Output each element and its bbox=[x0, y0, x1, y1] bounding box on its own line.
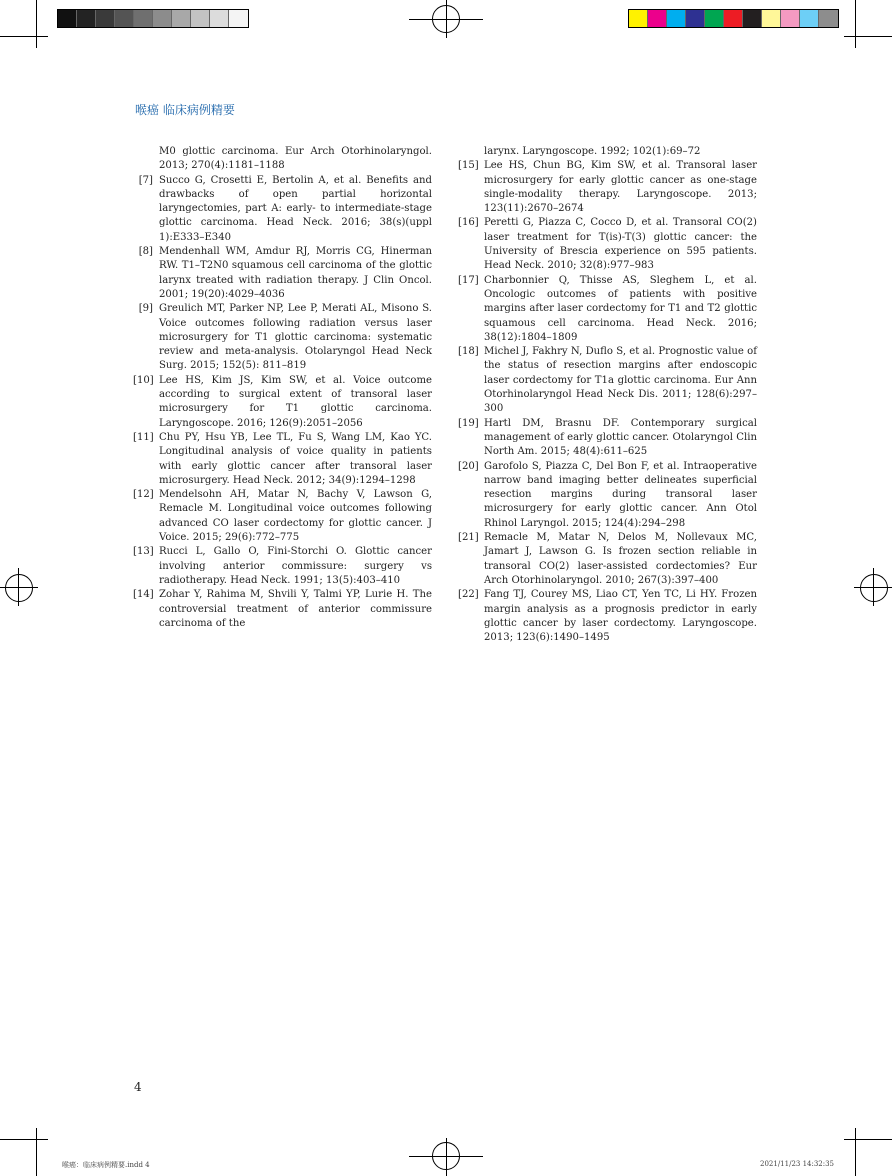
registration-circle bbox=[860, 574, 888, 602]
color-swatch bbox=[210, 10, 229, 27]
reference-text: Succo G, Crosetti E, Bertolin A, et al. Benefits and drawbacks of open partial horizontal laryngectomies, part A: early- to intermediate-stage glottic carcinoma. Head Neck. 2016; 38(s)(uppl 1):E333–E340 bbox=[159, 174, 432, 243]
reference-number: [15] bbox=[458, 160, 479, 172]
reference-number: [9] bbox=[138, 303, 153, 315]
reference-item bbox=[133, 302, 432, 373]
registration-circle bbox=[5, 574, 33, 602]
reference-text: Fang TJ, Courey MS, Liao CT, Yen TC, Li HY. Frozen margin analysis as a prognosis predictor in early glottic cancer by laser cordectomy. Laryngoscope. 2013; 123(6):1490–1495 bbox=[484, 589, 757, 644]
reference-text: Chu PY, Hsu YB, Lee TL, Fu S, Wang LM, Kao YC. Longitudinal analysis of voice quality in patients with early glottic cancer after transoral laser microsurgery. Head Neck. 2012; 34(9):1294–1298 bbox=[159, 431, 432, 486]
color-swatch bbox=[800, 10, 819, 27]
reference-number: [20] bbox=[458, 460, 479, 472]
color-swatch bbox=[191, 10, 210, 27]
process-color-bar bbox=[628, 9, 839, 28]
reference-item bbox=[133, 374, 432, 431]
reference-number: [21] bbox=[458, 532, 479, 544]
reference-item bbox=[458, 274, 757, 345]
reference-number: [14] bbox=[133, 589, 154, 601]
reference-item bbox=[458, 460, 757, 531]
reference-number: [10] bbox=[133, 374, 154, 386]
crop-mark bbox=[36, 1128, 37, 1176]
grayscale-color-bar bbox=[57, 9, 249, 28]
page-number: 4 bbox=[134, 1080, 142, 1094]
reference-text: Lee HS, Kim JS, Kim SW, et al. Voice outcome according to surgical extent of transoral laser microsurgery for T1 glottic carcinoma. Laryngoscope. 2016; 126(9):2051–2056 bbox=[159, 374, 432, 429]
crop-mark bbox=[855, 0, 856, 48]
reference-number: [11] bbox=[133, 431, 154, 443]
color-swatch bbox=[153, 10, 172, 27]
reference-item bbox=[458, 145, 757, 159]
reference-text: Mendenhall WM, Amdur RJ, Morris CG, Hinerman RW. T1–T2N0 squamous cell carcinoma of the glottic larynx treated with radiation therapy. J Clin Oncol. 2001; 19(20):4029–4036 bbox=[159, 246, 432, 300]
color-swatch bbox=[58, 10, 77, 27]
references-left-column bbox=[133, 145, 432, 631]
reference-text: Charbonnier Q, Thisse AS, Sleghem L, et al. Oncologic outcomes of patients with positive margins after laser cordectomy for T1 and T2 glottic squamous cell carcinoma. Head Neck. 2016; 38(12):1804–1809 bbox=[484, 274, 757, 343]
crop-mark bbox=[36, 0, 37, 48]
references-right-column bbox=[458, 145, 757, 645]
reference-text: Garofolo S, Piazza C, Del Bon F, et al. Intraoperative narrow band imaging better delineates superficial resection margins during transoral laser microsurgery for early glottic cancer. Ann Otol Rhinol Laryngol. 2015; 124(4):294–298 bbox=[484, 460, 757, 529]
reference-item bbox=[133, 545, 432, 588]
reference-item bbox=[133, 488, 432, 545]
reference-number: [19] bbox=[458, 417, 479, 429]
reference-number: [22] bbox=[458, 589, 479, 601]
color-swatch bbox=[781, 10, 800, 27]
reference-item bbox=[458, 159, 757, 216]
color-swatch bbox=[743, 10, 762, 27]
color-swatch bbox=[629, 10, 648, 27]
reference-item bbox=[133, 588, 432, 631]
reference-item bbox=[133, 174, 432, 245]
reference-text: larynx. Laryngoscope. 1992; 102(1):69–72 bbox=[484, 146, 701, 157]
crop-mark bbox=[0, 1139, 48, 1140]
reference-item bbox=[458, 345, 757, 416]
color-swatch bbox=[724, 10, 743, 27]
reference-number bbox=[458, 145, 484, 159]
running-header: 喉癌 临床病例精要 bbox=[135, 103, 235, 117]
color-swatch bbox=[762, 10, 781, 27]
color-swatch bbox=[115, 10, 134, 27]
registration-circle bbox=[432, 1142, 460, 1170]
color-swatch bbox=[648, 10, 667, 27]
reference-text: Mendelsohn AH, Matar N, Bachy V, Lawson G, Remacle M. Longitudinal voice outcomes following advanced CO laser cordectomy for glottic cancer. J Voice. 2015; 29(6):772–775 bbox=[159, 489, 432, 544]
reference-number: [18] bbox=[458, 346, 479, 358]
reference-item bbox=[458, 588, 757, 645]
reference-item bbox=[133, 145, 432, 174]
reference-number: [8] bbox=[138, 246, 153, 258]
color-swatch bbox=[686, 10, 705, 27]
color-swatch bbox=[819, 10, 838, 27]
reference-number: [13] bbox=[133, 546, 154, 558]
reference-text: Hartl DM, Brasnu DF. Contemporary surgical management of early glottic cancer. Otolaryngol Clin North Am. 2015; 48(4):611–625 bbox=[484, 417, 757, 458]
crop-mark bbox=[844, 36, 892, 37]
reference-number: [16] bbox=[458, 217, 479, 229]
reference-text: Michel J, Fakhry N, Duflo S, et al. Prognostic value of the status of resection margins after endoscopic laser cordectomy for T1a glottic carcinoma. Eur Ann Otorhinolaryngol Head Neck Dis. 2011; 128(6):297–300 bbox=[484, 346, 757, 415]
color-swatch bbox=[172, 10, 191, 27]
crop-mark bbox=[0, 36, 48, 37]
reference-text: M0 glottic carcinoma. Eur Arch Otorhinolaryngol. 2013; 270(4):1181–1188 bbox=[159, 146, 432, 172]
color-swatch bbox=[77, 10, 96, 27]
crop-mark bbox=[844, 1139, 892, 1140]
reference-text: Lee HS, Chun BG, Kim SW, et al. Transoral laser microsurgery for early glottic cancer as one-stage single-modality therapy. Laryngoscope. 2013; 123(11):2670–2674 bbox=[484, 160, 757, 215]
reference-number: [17] bbox=[458, 274, 479, 286]
reference-number: [12] bbox=[133, 489, 154, 501]
reference-item bbox=[458, 531, 757, 588]
color-swatch bbox=[134, 10, 153, 27]
reference-text: Peretti G, Piazza C, Cocco D, et al. Transoral CO(2) laser treatment for T(is)-T(3) glottic cancer: the University of Brescia experience on 595 patients. Head Neck. 2010; 32(8):977–983 bbox=[484, 217, 757, 272]
reference-text: Zohar Y, Rahima M, Shvili Y, Talmi YP, Lurie H. The controversial treatment of anterior commissure carcinoma of the bbox=[159, 589, 432, 629]
reference-number: [7] bbox=[138, 174, 153, 186]
reference-item bbox=[133, 431, 432, 488]
reference-text: Remacle M, Matar N, Delos M, Nollevaux MC, Jamart J, Lawson G. Is frozen section reliable in transoral CO(2) laser-assisted cordectomies? Eur Arch Otorhinolaryngol. 2010; 267(3):397–400 bbox=[484, 532, 757, 586]
color-swatch bbox=[667, 10, 686, 27]
reference-item bbox=[133, 245, 432, 302]
crop-mark bbox=[855, 1128, 856, 1176]
footer-filename: 喉癌：临床病例精要.indd 4 bbox=[62, 1161, 150, 1169]
reference-item bbox=[458, 417, 757, 460]
footer-timestamp: 2021/11/23 14:32:35 bbox=[760, 1160, 835, 1168]
color-swatch bbox=[229, 10, 248, 27]
color-swatch bbox=[705, 10, 724, 27]
reference-text: Greulich MT, Parker NP, Lee P, Merati AL, Misono S. Voice outcomes following radiation versus laser microsurgery for T1 glottic carcinoma: systematic review and meta-analysis. Otolaryngol Head Neck Surg. 2015; 152(5): 811–819 bbox=[159, 303, 432, 372]
reference-number bbox=[133, 145, 159, 174]
reference-item bbox=[458, 216, 757, 273]
reference-text: Rucci L, Gallo O, Fini-Storchi O. Glottic cancer involving anterior commissure: surgery vs radiotherapy. Head Neck. 1991; 13(5):403–410 bbox=[159, 546, 432, 586]
color-swatch bbox=[96, 10, 115, 27]
registration-circle bbox=[432, 5, 460, 33]
